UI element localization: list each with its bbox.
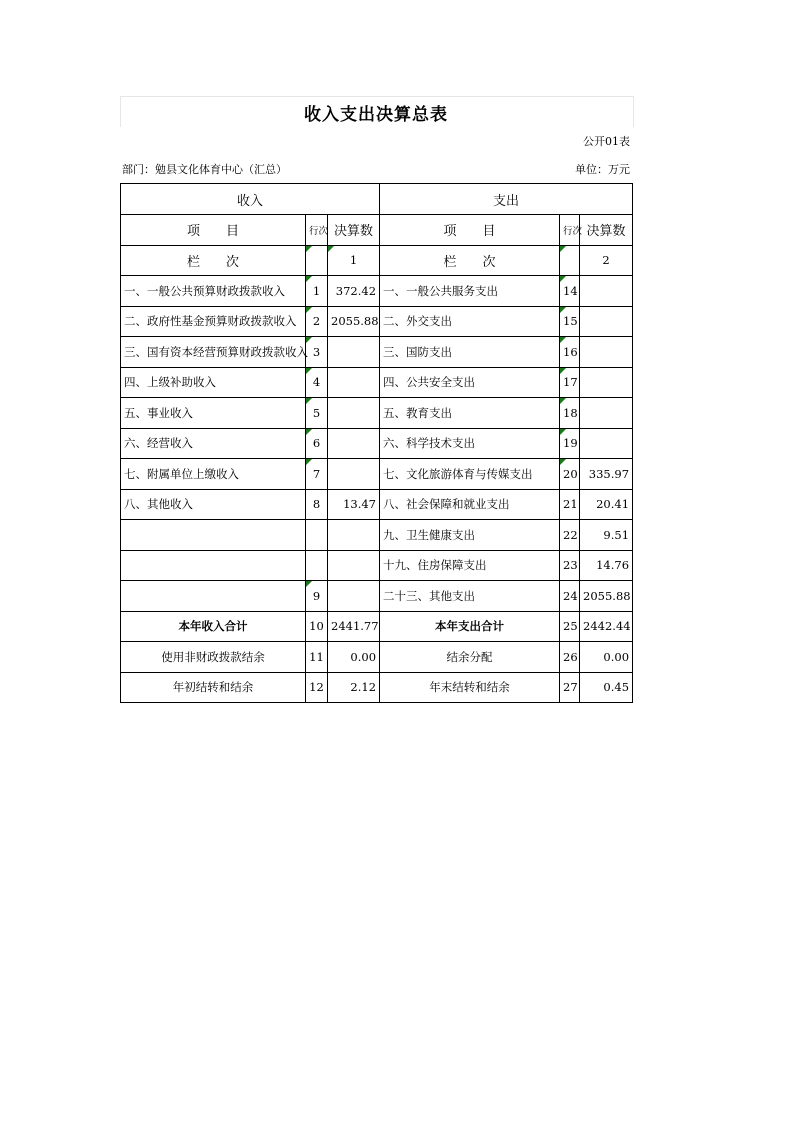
income-item: 四、上级补助收入 [121,367,306,398]
expense-column-label: 栏 次 [380,245,560,276]
expense-item: 八、社会保障和就业支出 [380,489,560,520]
expense-item: 结余分配 [380,642,560,673]
table-row [121,306,633,337]
income-row-no: 3 [306,337,328,368]
expense-header: 支出 [380,184,633,215]
expense-row-no: 25 [560,611,580,642]
income-column-label: 栏 次 [121,245,306,276]
table-row [121,367,633,398]
income-amount: 372.42 [328,276,380,307]
income-row-no [306,520,328,551]
expense-amount-header: 决算数 [580,215,633,246]
income-expense-table [120,183,633,703]
income-item: 六、经营收入 [121,428,306,459]
expense-amount: 20.41 [580,489,633,520]
expense-amount: 2442.44 [580,611,633,642]
expense-amount [580,398,633,429]
income-amount: 2441.77 [328,611,380,642]
income-column-no [306,245,328,276]
expense-item: 六、科学技术支出 [380,428,560,459]
table-row [121,428,633,459]
expense-amount [580,276,633,307]
income-amount [328,581,380,612]
income-item: 七、附属单位上缴收入 [121,459,306,490]
income-row-no: 5 [306,398,328,429]
expense-item: 七、文化旅游体育与传媒支出 [380,459,560,490]
department-label: 部门：勉县文化体育中心（汇总） [122,163,287,176]
income-row-no: 9 [306,581,328,612]
expense-row-no: 15 [560,306,580,337]
expense-item: 十九、住房保障支出 [380,550,560,581]
table-row [121,398,633,429]
income-item: 使用非财政拨款结余 [121,642,306,673]
page-title: 收入支出决算总表 [304,105,448,125]
expense-item: 一、一般公共服务支出 [380,276,560,307]
income-row-no [306,550,328,581]
income-item [121,581,306,612]
expense-item: 四、公共安全支出 [380,367,560,398]
income-header: 收入 [121,184,380,215]
income-amount [328,459,380,490]
income-column-index: 1 [328,245,380,276]
table-row [121,337,633,368]
income-item: 二、政府性基金预算财政拨款收入 [121,306,306,337]
column-header-row [121,215,633,246]
expense-amount [580,306,633,337]
column-index-row [121,245,633,276]
income-item: 三、国有资本经营预算财政拨款收入 [121,337,306,368]
income-amount [328,367,380,398]
expense-row-no: 19 [560,428,580,459]
income-row-no: 6 [306,428,328,459]
expense-column-index: 2 [580,245,633,276]
income-amount: 0.00 [328,642,380,673]
expense-amount: 9.51 [580,520,633,551]
income-item: 八、其他收入 [121,489,306,520]
expense-item: 二、外交支出 [380,306,560,337]
expense-amount: 14.76 [580,550,633,581]
table-row [121,489,633,520]
expense-item: 五、教育支出 [380,398,560,429]
income-rowno-header: 行次 [306,215,328,246]
income-row-no: 10 [306,611,328,642]
income-row-no: 2 [306,306,328,337]
summary-row [121,672,633,703]
expense-row-no: 16 [560,337,580,368]
table-row [121,459,633,490]
income-row-no: 12 [306,672,328,703]
income-amount: 2055.88 [328,306,380,337]
income-item: 一、一般公共预算财政拨款收入 [121,276,306,307]
expense-row-no: 17 [560,367,580,398]
expense-amount [580,428,633,459]
income-amount-header: 决算数 [328,215,380,246]
table-header-row [121,184,633,215]
table-row [121,520,633,551]
expense-rowno-header: 行次 [560,215,580,246]
income-amount [328,428,380,459]
expense-item: 三、国防支出 [380,337,560,368]
expense-amount [580,337,633,368]
expense-amount: 0.45 [580,672,633,703]
income-amount: 13.47 [328,489,380,520]
income-row-no: 11 [306,642,328,673]
form-code: 公开01表 [583,135,630,148]
expense-row-no: 20 [560,459,580,490]
expense-amount [580,367,633,398]
income-item: 五、事业收入 [121,398,306,429]
expense-item: 二十三、其他支出 [380,581,560,612]
income-amount [328,398,380,429]
income-row-no: 7 [306,459,328,490]
income-amount: 2.12 [328,672,380,703]
income-item [121,520,306,551]
expense-item: 本年支出合计 [380,611,560,642]
income-row-no: 8 [306,489,328,520]
expense-row-no: 18 [560,398,580,429]
income-amount [328,550,380,581]
expense-row-no: 26 [560,642,580,673]
income-row-no: 4 [306,367,328,398]
expense-amount: 335.97 [580,459,633,490]
income-item: 年初结转和结余 [121,672,306,703]
expense-row-no: 22 [560,520,580,551]
table-row [121,276,633,307]
expense-row-no: 24 [560,581,580,612]
expense-item: 九、卫生健康支出 [380,520,560,551]
expense-item: 年末结转和结余 [380,672,560,703]
income-row-no: 1 [306,276,328,307]
expense-amount: 2055.88 [580,581,633,612]
income-item: 本年收入合计 [121,611,306,642]
income-amount [328,337,380,368]
expense-column-no [560,245,580,276]
table-row [121,550,633,581]
expense-row-no: 14 [560,276,580,307]
expense-row-no: 27 [560,672,580,703]
expense-row-no: 21 [560,489,580,520]
expense-item-header: 项 目 [380,215,560,246]
table-row [121,581,633,612]
summary-row [121,642,633,673]
income-item [121,550,306,581]
income-item-header: 项 目 [121,215,306,246]
total-row [121,611,633,642]
expense-row-no: 23 [560,550,580,581]
expense-amount: 0.00 [580,642,633,673]
unit-label: 单位：万元 [575,163,630,176]
income-amount [328,520,380,551]
